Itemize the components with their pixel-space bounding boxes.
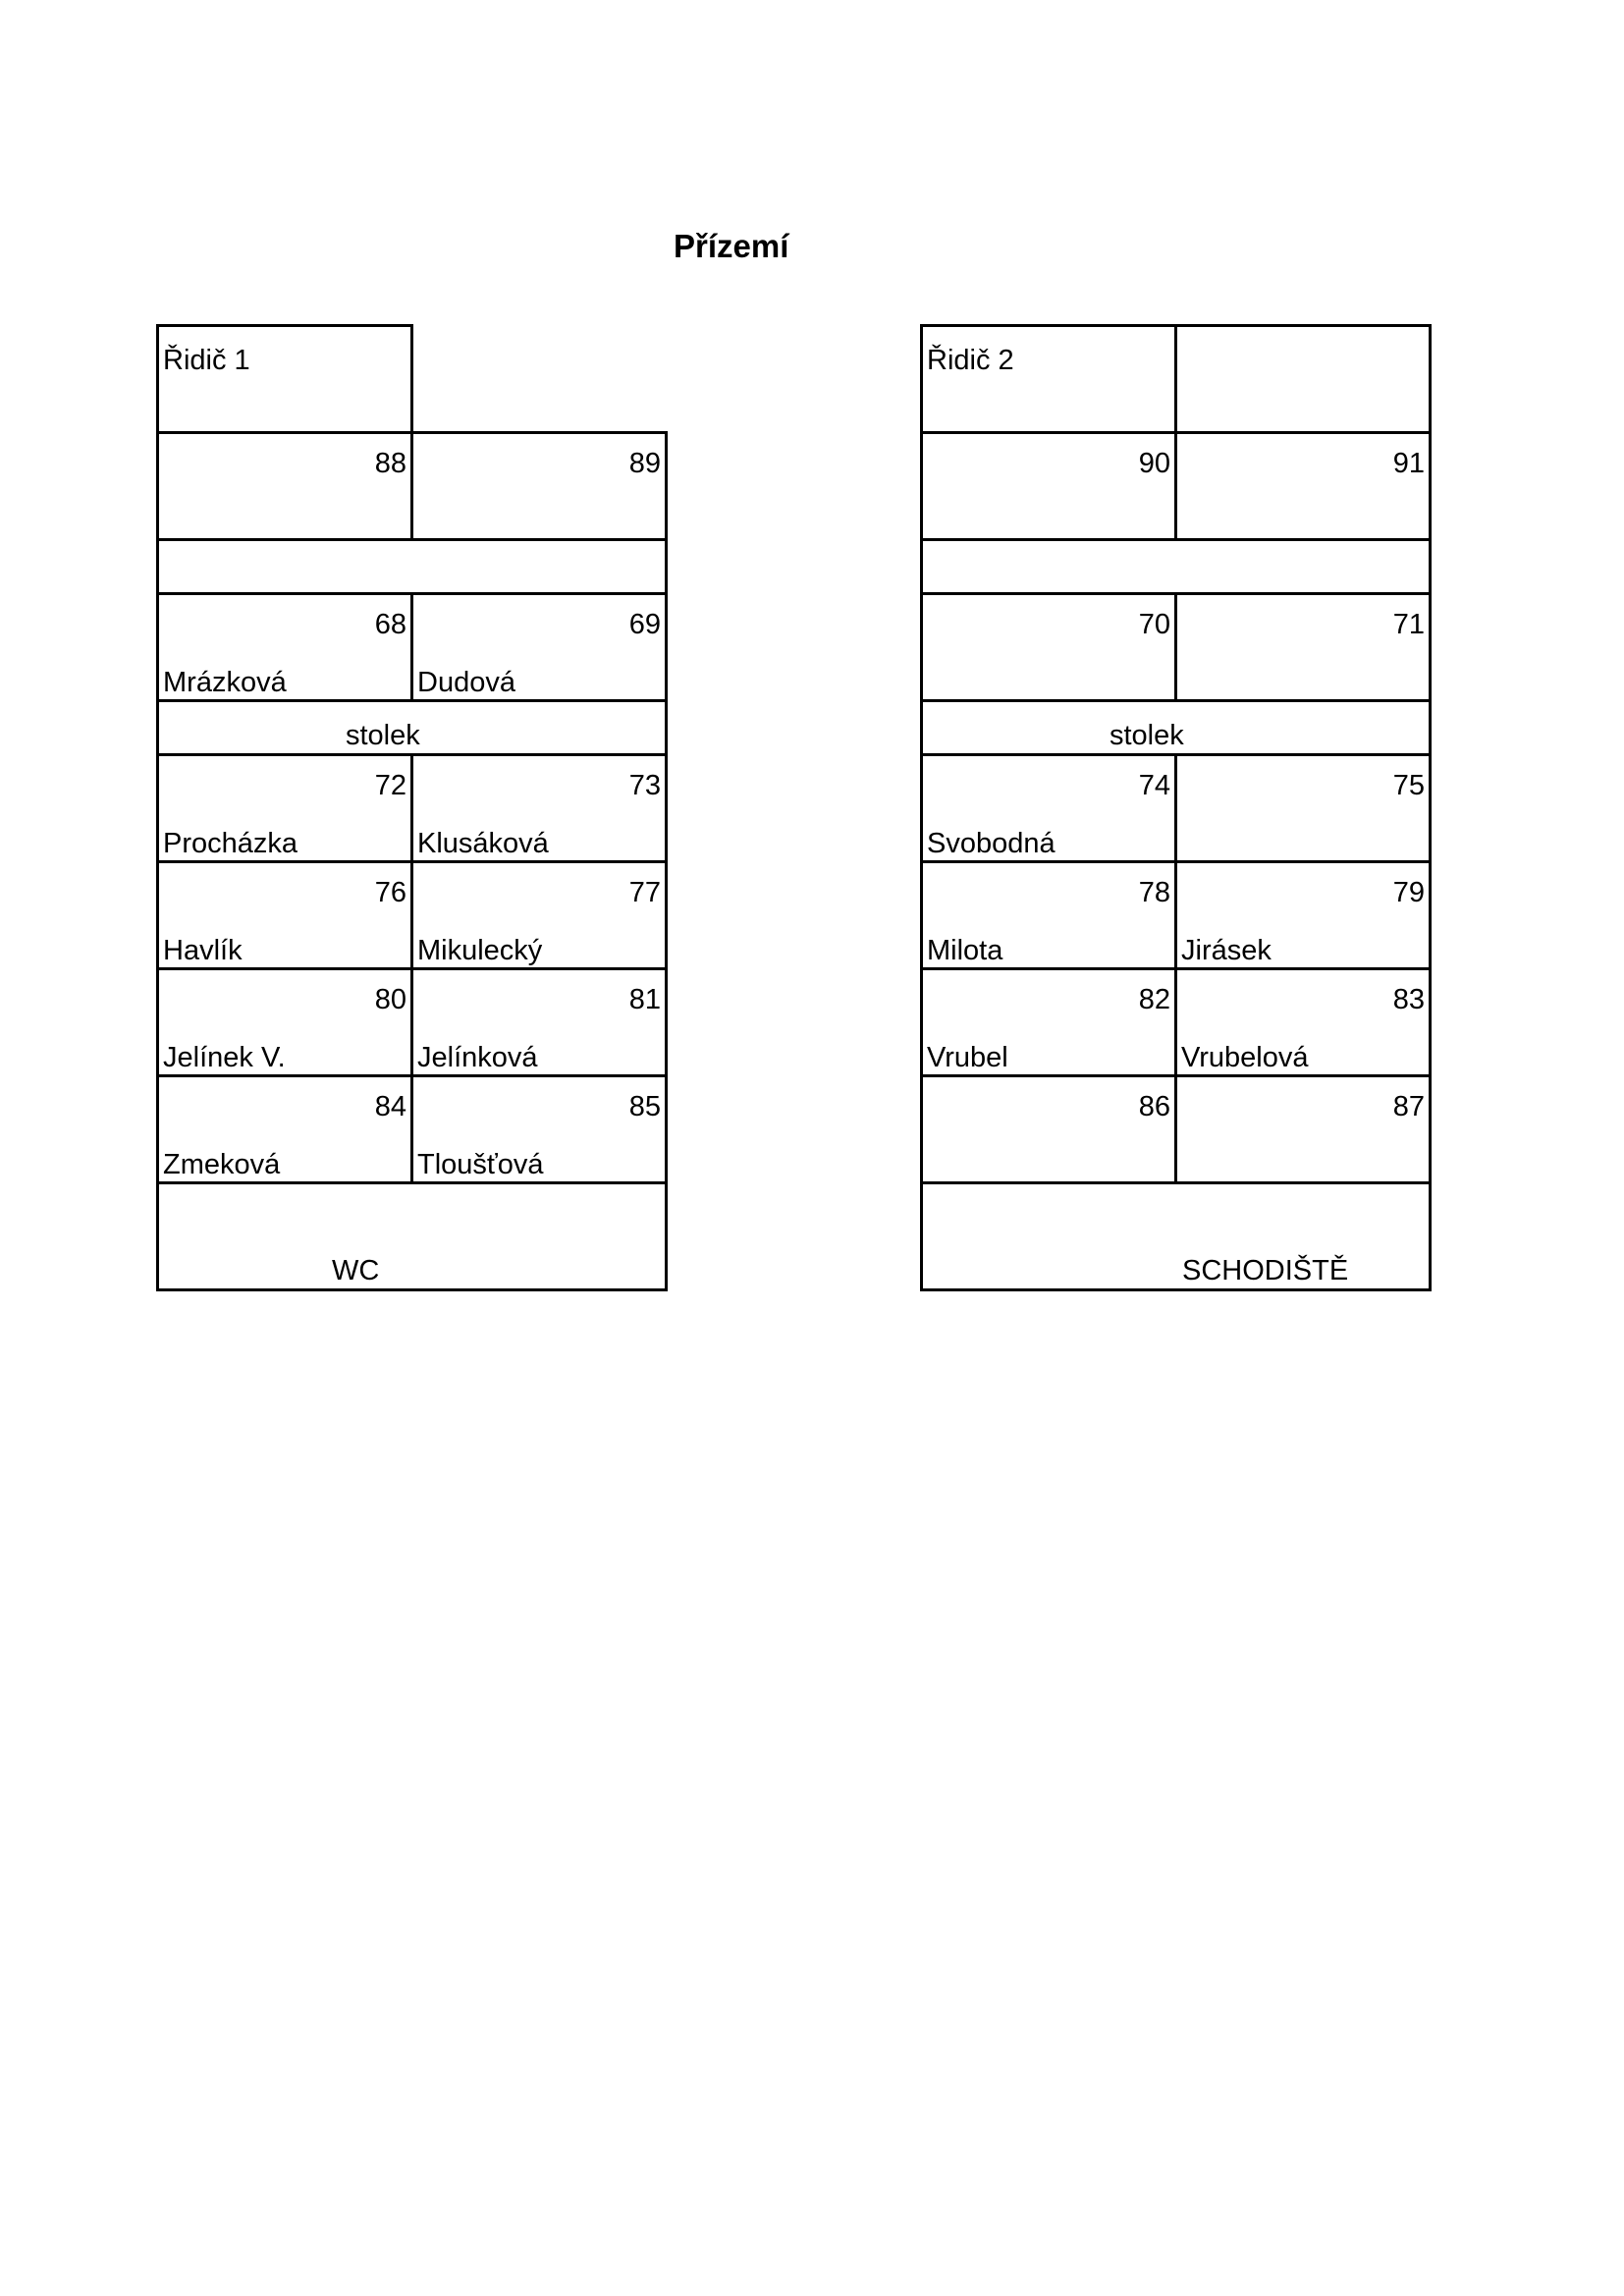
occupant-name: Dudová [417, 667, 515, 698]
seat-number: 85 [628, 1091, 661, 1122]
seat-cell [1174, 860, 1432, 970]
seat-number: 86 [1138, 1091, 1170, 1122]
seat-number: 76 [374, 877, 406, 908]
seat-number: 74 [1138, 770, 1170, 801]
seat-number: 90 [1138, 448, 1170, 479]
empty-cell [1174, 324, 1432, 434]
seat-number: 75 [1392, 770, 1425, 801]
seat-cell [410, 1074, 668, 1184]
seat-cell [1174, 967, 1432, 1077]
seat-cell [410, 860, 668, 970]
occupant-name: Milota [927, 935, 1003, 966]
seat-number: 72 [374, 770, 406, 801]
table-cell [156, 699, 668, 756]
wc-label: WC [332, 1255, 380, 1286]
seat-cell [156, 592, 413, 702]
seat-number: 78 [1138, 877, 1170, 908]
occupant-name: Mikulecký [417, 935, 543, 966]
occupant-name: Klusáková [417, 828, 549, 859]
occupant-name: Jirásek [1181, 935, 1272, 966]
seat-number: 80 [374, 984, 406, 1015]
seat-cell [410, 753, 668, 863]
seat-number: 70 [1138, 609, 1170, 640]
seat-number: 87 [1392, 1091, 1425, 1122]
seat-cell [1174, 753, 1432, 863]
page-title: Přízemí [674, 228, 789, 264]
table-label: stolek [346, 720, 420, 751]
seat-cell [410, 431, 668, 541]
aisle-cell [156, 538, 668, 595]
occupant-name: Procházka [163, 828, 298, 859]
seat-cell [920, 753, 1177, 863]
seat-cell [1174, 592, 1432, 702]
seat-cell [156, 860, 413, 970]
seat-cell [920, 1074, 1177, 1184]
driver-label: Řidič 1 [163, 345, 250, 376]
seat-cell [920, 431, 1177, 541]
seat-number: 79 [1392, 877, 1425, 908]
seat-cell [156, 431, 413, 541]
seat-cell [410, 592, 668, 702]
seat-number: 88 [374, 448, 406, 479]
occupant-name: Jelínková [417, 1042, 538, 1073]
occupant-name: Svobodná [927, 828, 1056, 859]
seat-cell [410, 967, 668, 1077]
seat-number: 73 [628, 770, 661, 801]
seat-number: 77 [628, 877, 661, 908]
seat-number: 68 [374, 609, 406, 640]
seat-cell [920, 967, 1177, 1077]
stairs-cell [920, 1181, 1432, 1291]
seat-number: 89 [628, 448, 661, 479]
driver-cell [156, 324, 413, 434]
aisle-cell [920, 538, 1432, 595]
stairs-label: SCHODIŠTĚ [1182, 1255, 1349, 1286]
driver-label: Řidič 2 [927, 345, 1014, 376]
seat-number: 81 [628, 984, 661, 1015]
seat-cell [156, 753, 413, 863]
seat-number: 69 [628, 609, 661, 640]
seat-cell [1174, 1074, 1432, 1184]
wc-cell [156, 1181, 668, 1291]
seat-number: 82 [1138, 984, 1170, 1015]
occupant-name: Jelínek V. [163, 1042, 286, 1073]
occupant-name: Mrázková [163, 667, 287, 698]
occupant-name: Vrubel [927, 1042, 1008, 1073]
driver-cell [920, 324, 1177, 434]
seat-cell [156, 967, 413, 1077]
seat-cell [920, 592, 1177, 702]
seat-cell [156, 1074, 413, 1184]
occupant-name: Vrubelová [1181, 1042, 1309, 1073]
occupant-name: Zmeková [163, 1149, 281, 1180]
seat-number: 84 [374, 1091, 406, 1122]
occupant-name: Havlík [163, 935, 243, 966]
table-cell [920, 699, 1432, 756]
occupant-name: Tloušťová [417, 1149, 544, 1180]
seat-cell [1174, 431, 1432, 541]
seat-number: 71 [1392, 609, 1425, 640]
seat-number: 83 [1392, 984, 1425, 1015]
table-label: stolek [1110, 720, 1184, 751]
seat-number: 91 [1392, 448, 1425, 479]
seat-cell [920, 860, 1177, 970]
